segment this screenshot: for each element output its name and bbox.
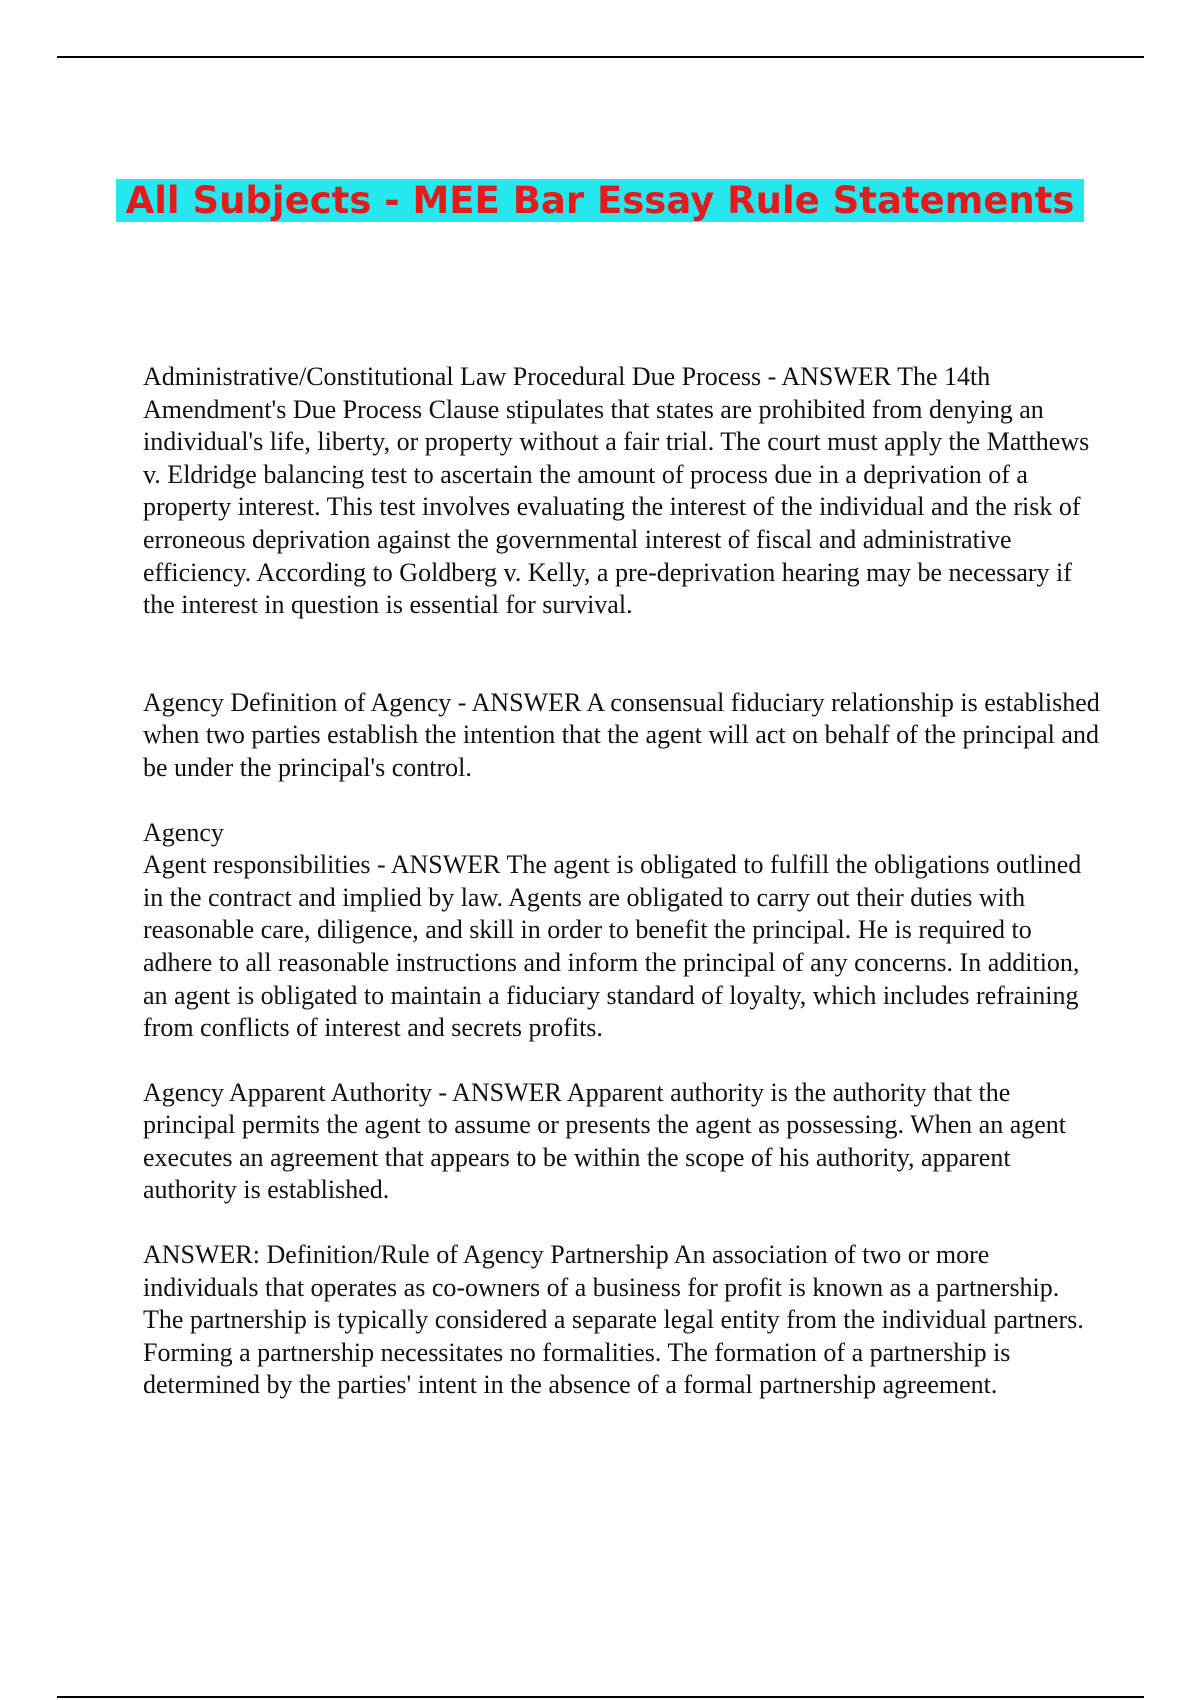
- footer-divider: [57, 1696, 1144, 1698]
- entry-definition-of-agency: Agency Definition of Agency - ANSWER A consensual fiduciary relationship is established when two parties establish the intention that the agent will act on behalf of the principal and be under the principal's control.: [143, 687, 1100, 782]
- entry-procedural-due-process: Administrative/Constitutional Law Procedural Due Process - ANSWER The 14th Amendment's Due Process Clause stipulates that states are prohibited from denying an individual's life, liberty, or property without a fair trial. The court must apply the Matthews v. Eldridge balancing test to ascertain the amount of process due in a deprivation of a property interest. This test involves evaluating the interest of the individual and the risk of erroneous deprivation against the governmental interest of fiscal and administrative efficiency. According to Goldberg v. Kelly, a pre-deprivation hearing may be necessary if the interest in question is essential for survival.: [143, 362, 1090, 620]
- entry-partnership-definition: ANSWER: Definition/Rule of Agency Partnership An association of two or more individuals that operates as co-owners of a business for profit is known as a partnership. The partnership is typically considered a separate legal entity from the individual partners. Forming a partnership necessitates no formalities. The formation of a partnership is determined by the parties' intent in the absence of a formal partnership agreement.: [143, 1240, 1084, 1400]
- entry-agent-responsibilities: Agency Agent responsibilities - ANSWER The agent is obligated to fulfill the obligations outlined in the contract and implied by law. Agents are obligated to carry out their duties with reasonable care, diligence, and skill in order to benefit the principal. He is required to adhere to all reasonable instructions and inform the principal of any concerns. In addition, an agent is obligated to maintain a fiduciary standard of loyalty, which includes refraining from conflicts of interest and secrets profits.: [143, 817, 1082, 1043]
- document-title-highlight: All Subjects - MEE Bar Essay Rule Statements: [116, 179, 1085, 222]
- document-body: [143, 361, 1103, 1402]
- header-divider: [57, 56, 1144, 58]
- entry-apparent-authority: Agency Apparent Authority - ANSWER Apparent authority is the authority that the principal permits the agent to assume or presents the agent as possessing. When an agent executes an agreement that appears to be within the scope of his authority, apparent authority is established.: [143, 1077, 1066, 1205]
- document-title: [0, 172, 1200, 230]
